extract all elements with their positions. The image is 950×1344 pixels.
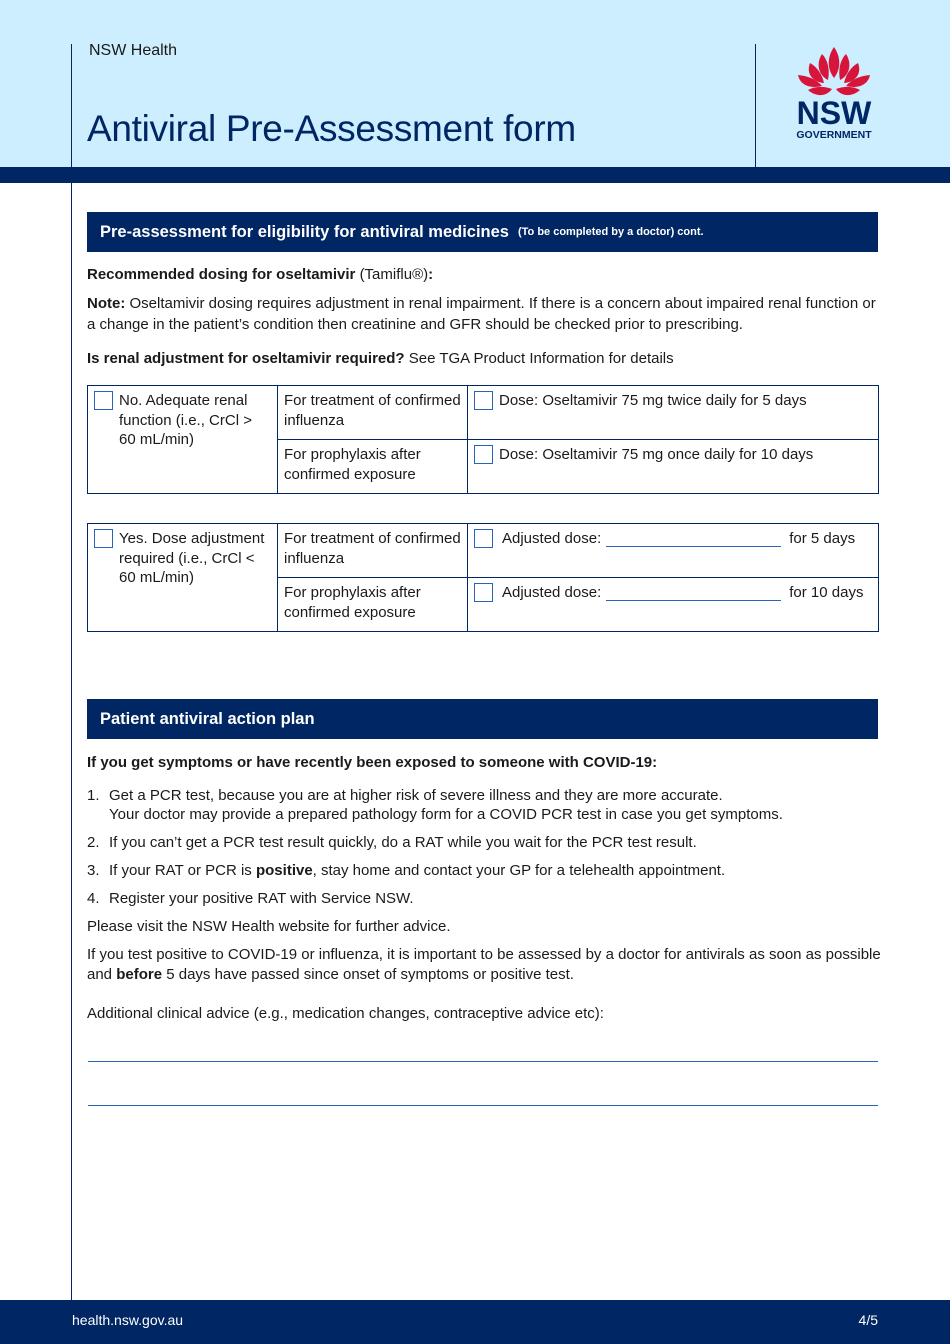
purpose-cell: For prophylaxis after confirmed exposure [278,440,468,494]
adjusted-dose-cell: Adjusted dose: for 5 days [468,524,879,578]
header-divider-bar [0,167,950,183]
renal-question: Is renal adjustment for oseltamivir required? See TGA Product Information for details [87,350,674,367]
positive-test-advice: If you test positive to COVID-19 or influenza, it is important to be assessed by a doctor for antivirals as soon as possible and before 5 days have passed since onset of symptoms or positive test. [87,946,881,983]
organisation-name: NSW Health [89,42,178,59]
checkbox-adjusted-prophylaxis[interactable] [474,583,493,602]
purpose-cell: For treatment of confirmed influenza [278,524,468,578]
left-margin-rule [71,44,72,1300]
adjusted-dose-field[interactable] [606,530,781,547]
dose-cell: Dose: Oseltamivir 75 mg twice daily for 5 days [468,386,879,440]
section-bar-action-plan [87,699,878,739]
footer-website: health.nsw.gov.au [72,1312,184,1328]
renal-note: Note: Oseltamivir dosing requires adjustment in renal impairment. If there is a concern about impaired renal function or a change in the patient’s condition then creatinine and GFR should be checked prior to prescribing. [87,295,876,333]
adjusted-dose-field[interactable] [606,584,781,601]
dosing-heading: Recommended dosing for oseltamivir (Tamiflu®): [87,266,434,283]
logo-divider-rule [755,44,756,167]
list-item: 2. If you can’t get a PCR test result quickly, do a RAT while you wait for the PCR test result. [87,834,697,851]
visit-website-text: Please visit the NSW Health website for further advice. [87,918,451,935]
page-title: Antiviral Pre-Assessment form [87,108,576,149]
checkbox-adjusted-treatment[interactable] [474,529,493,548]
condition-cell: No. Adequate renal function (i.e., CrCl > 60 mL/min) [88,386,278,494]
section-title: Pre-assessment for eligibility for antiviral medicines [100,222,509,241]
checkbox-adjustment-required[interactable] [94,529,113,548]
list-item: 1. Get a PCR test, because you are at higher risk of severe illness and they are more accurate. Your doctor may provide a prepared pathology form for a COVID PCR test in case you get symptoms. [87,787,783,823]
checkbox-dose-treatment[interactable] [474,391,493,410]
dose-table-no-adjustment [87,385,879,494]
checkbox-no-adjustment[interactable] [94,391,113,410]
page-footer [0,1300,950,1344]
dose-table-adjustment [87,523,879,632]
additional-advice-line[interactable] [88,1061,878,1062]
list-item: 4. Register your positive RAT with Service NSW. [87,890,414,907]
purpose-cell: For prophylaxis after confirmed exposure [278,578,468,632]
svg-text:NSW: NSW [796,95,872,131]
additional-advice-label: Additional clinical advice (e.g., medication changes, contraceptive advice etc): [87,1005,604,1022]
section-bar-pre-assessment [87,212,878,252]
dose-cell: Dose: Oseltamivir 75 mg once daily for 10 days [468,440,879,494]
section-title: Patient antiviral action plan [100,709,315,728]
svg-text:GOVERNMENT: GOVERNMENT [796,129,872,141]
adjusted-dose-cell: Adjusted dose: for 10 days [468,578,879,632]
additional-advice-line[interactable] [88,1105,878,1106]
purpose-cell: For treatment of confirmed influenza [278,386,468,440]
section-subtitle: (To be completed by a doctor) cont. [517,226,704,238]
action-plan-intro: If you get symptoms or have recently been exposed to someone with COVID-19: [87,754,658,771]
nsw-government-logo [786,45,882,143]
waratah-icon [798,47,870,95]
page-number: 4/5 [858,1312,878,1328]
checkbox-dose-prophylaxis[interactable] [474,445,493,464]
condition-cell: Yes. Dose adjustment required (i.e., CrCl < 60 mL/min) [88,524,278,632]
list-item: 3. If your RAT or PCR is positive, stay home and contact your GP for a telehealth appointment. [87,862,726,879]
action-steps-list [87,786,877,917]
